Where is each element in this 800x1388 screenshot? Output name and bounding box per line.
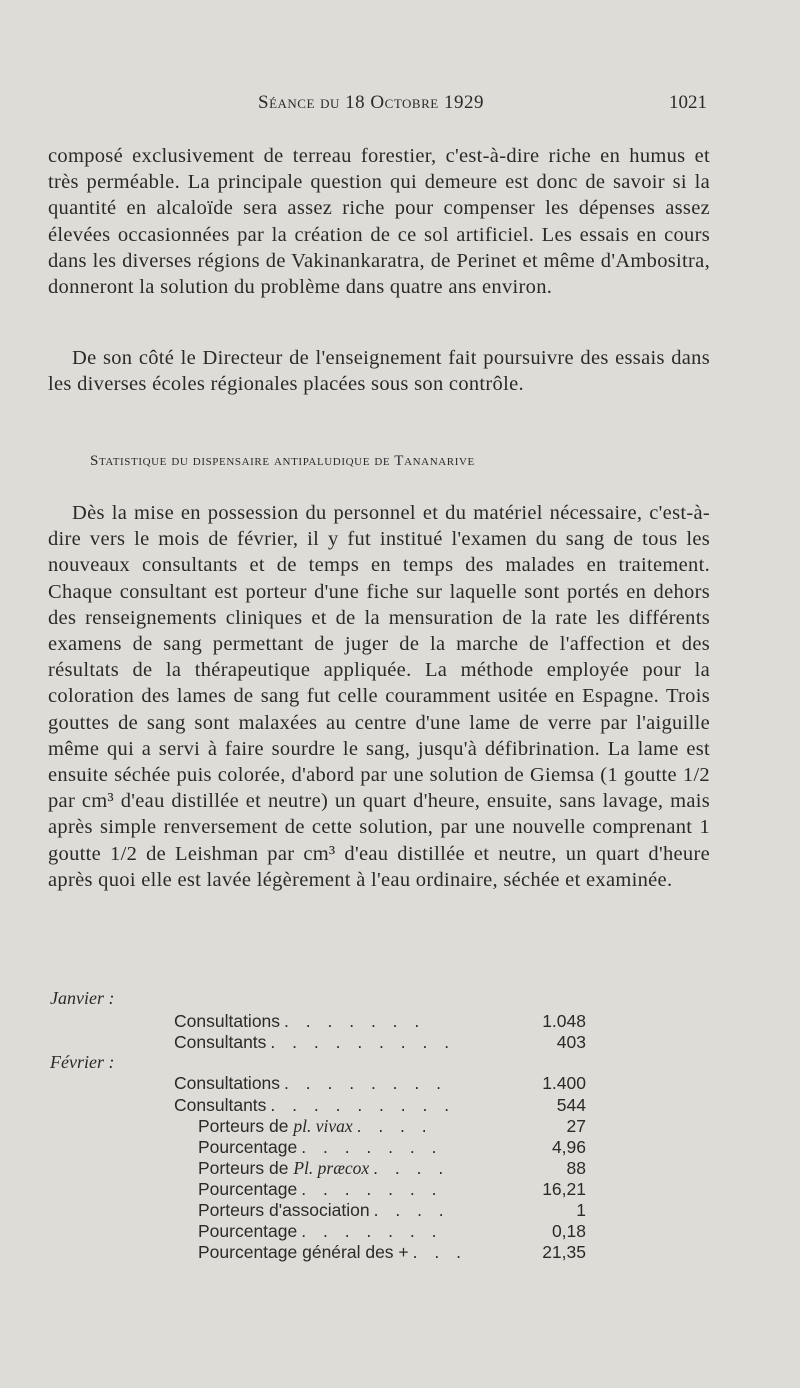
leader-dots: . . . . . . . . . bbox=[270, 1032, 456, 1052]
stat-label: Porteurs d'association bbox=[198, 1200, 370, 1220]
stat-subrow bbox=[198, 1157, 586, 1179]
paragraph: Dès la mise en possession du personnel et du matériel nécessaire, c'est-à-dire vers le mois de février, il y fut institué l'examen du sang de tous les nouveaux consultants et de temps en temps des malades en traitement. Chaque consultant est porteur d'une fiche sur laquelle sont portés en dehors des renseignements cliniques et de la mensuration de la rate les différents examens de sang permettant de juger de la marche de l'affection et des résultats de la thérapeutique appliquée. La méthode employée pour la coloration des lames de sang fut celle couramment usitée en Espagne. Trois gouttes de sang sont malaxées au centre d'une lame de verre par l'aiguille même qui a servi à faire sourdre le sang, jusqu'à défibrination. La lame est ensuite séchée puis colorée, d'abord par une solution de Giemsa (1 goutte 1/2 par cm³ d'eau distillée et neutre) un quart d'heure, ensuite, sans lavage, mais après simple renversement de cette solution, par une nouvelle comprenant 1 goutte 1/2 de Leishman par cm³ d'eau distillée et neutre, un quart d'heure après quoi elle est lavée légèrement à l'eau ordinaire, séchée et examinée. bbox=[48, 502, 710, 891]
month-label-fevrier: Février : bbox=[50, 1052, 115, 1072]
stat-label: Pourcentage général des + bbox=[198, 1242, 409, 1262]
running-title: Séance du 18 Octobre 1929 bbox=[258, 92, 484, 113]
paragraph: De son côté le Directeur de l'enseignement fait poursuivre des essais dans les diverses écoles régionales placées sous son contrôle. bbox=[48, 347, 710, 396]
paragraph: composé exclusivement de terreau forestier, c'est-à-dire riche en humus et très perméable. La principale question qui demeure est donc de savoir si la quantité en alcaloïde sera assez riche pour compenser les dépenses assez élevées occasionnées par la création de ce sol artificiel. Les essais en cours dans les diverses régions de Vakinankaratra, de Perinet et même d'Ambositra, donneront la solution du problème dans quatre ans environ. bbox=[48, 145, 710, 299]
month-label-janvier: Janvier : bbox=[50, 988, 115, 1008]
stat-value: 0,18 bbox=[551, 1221, 586, 1241]
stat-value: 1 bbox=[576, 1200, 586, 1220]
stat-subrow bbox=[198, 1136, 586, 1158]
section-heading: Statistique du dispensaire antipaludique de Tananarive bbox=[90, 453, 475, 469]
stat-label: Pourcentage bbox=[198, 1137, 298, 1157]
stat-label: Consultants bbox=[174, 1095, 267, 1115]
stat-subrow bbox=[198, 1220, 586, 1242]
leader-dots: . . . . bbox=[373, 1158, 450, 1178]
stat-subrow bbox=[198, 1178, 586, 1200]
leader-dots: . . . . . . . . bbox=[284, 1073, 447, 1093]
leader-dots: . . . . bbox=[356, 1116, 433, 1136]
stat-label: Consultations bbox=[174, 1073, 281, 1093]
stat-subrow bbox=[198, 1115, 586, 1137]
stat-label: Pourcentage bbox=[198, 1221, 298, 1241]
stat-row bbox=[174, 1094, 586, 1116]
leader-dots: . . . . . . . bbox=[301, 1221, 443, 1241]
stat-value: 16,21 bbox=[542, 1179, 586, 1199]
stat-value: 88 bbox=[566, 1158, 586, 1178]
stat-value: 544 bbox=[556, 1095, 586, 1115]
stat-value: 27 bbox=[566, 1116, 586, 1136]
stat-label: Porteurs de pl. vivax bbox=[198, 1116, 353, 1136]
stat-label: Consultations bbox=[174, 1011, 281, 1031]
leader-dots: . . . . bbox=[373, 1200, 450, 1220]
leader-dots: . . . . . . . . . bbox=[270, 1095, 456, 1115]
leader-dots: . . . . . . . bbox=[284, 1011, 426, 1031]
stat-row bbox=[174, 1010, 586, 1032]
stat-subrow bbox=[198, 1241, 586, 1263]
stat-label: Pourcentage bbox=[198, 1179, 298, 1199]
stat-label: Consultants bbox=[174, 1032, 267, 1052]
stat-value: 4,96 bbox=[551, 1137, 586, 1157]
stat-value: 21,35 bbox=[542, 1242, 586, 1262]
stat-subrow bbox=[198, 1199, 586, 1221]
stat-row bbox=[174, 1072, 586, 1094]
leader-dots: . . . . . . . bbox=[301, 1137, 443, 1157]
stat-value: 403 bbox=[556, 1032, 586, 1052]
leader-dots: . . . bbox=[412, 1242, 467, 1262]
stat-row bbox=[174, 1031, 586, 1053]
page-number: 1021 bbox=[669, 92, 707, 113]
stat-label: Porteurs de Pl. præcox bbox=[198, 1158, 370, 1178]
stat-value: 1.400 bbox=[542, 1073, 586, 1093]
page-header bbox=[0, 90, 800, 118]
stat-value: 1.048 bbox=[542, 1011, 586, 1031]
leader-dots: . . . . . . . bbox=[301, 1179, 443, 1199]
